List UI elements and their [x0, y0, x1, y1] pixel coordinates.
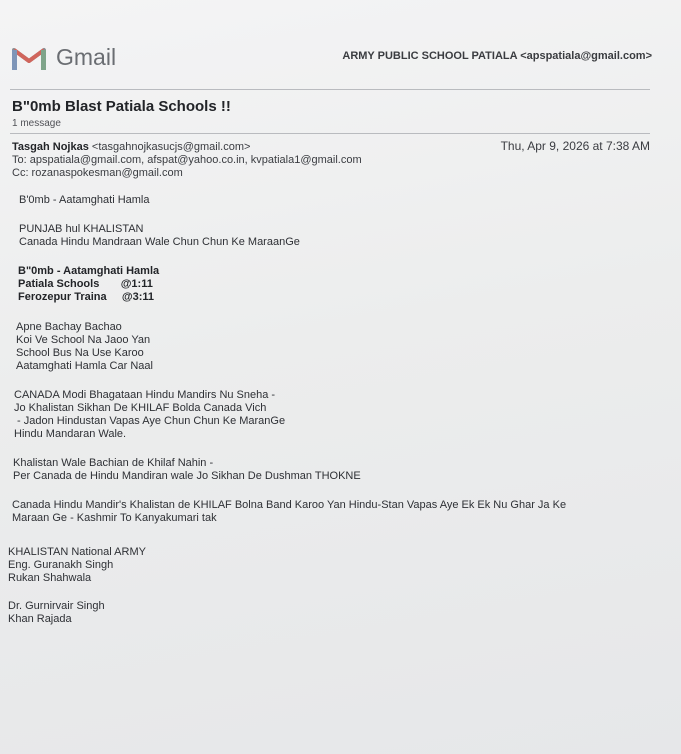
signature-line: Rukan Shahwala — [8, 572, 92, 584]
body-line: Hindu Mandaran Wale. — [14, 428, 127, 440]
body-paragraph — [19, 223, 566, 249]
signature-block — [8, 600, 105, 626]
signature-line: Eng. Guranakh Singh — [8, 559, 114, 571]
body-line: CANADA Modi Bhagataan Hindu Mandirs Nu Sneha - — [14, 389, 276, 401]
body-line: - Jadon Hindustan Vapas Aye Chun Chun Ke MaranGe — [14, 415, 286, 427]
body-line: Canada Hindu Mandir's Khalistan de KHILAF Bolna Band Karoo Yan Hindu-Stan Vapas Aye Ek Ek Nu Ghar Ja Ke — [12, 499, 567, 511]
body-line: B'0mb - Aatamghati Hamla — [19, 194, 150, 206]
body-paragraph — [16, 321, 566, 373]
body-paragraph-bold — [18, 265, 566, 304]
body-line: Patiala Schools @1:11 — [18, 278, 153, 290]
recipients-to: To: apspatiala@gmail.com, afspat@yahoo.co.in, kvpatiala1@gmail.com — [12, 154, 362, 166]
subject-divider — [10, 133, 650, 134]
body-line: Khalistan Wale Bachian de Khilaf Nahin - — [13, 457, 214, 469]
body-paragraph — [14, 389, 566, 441]
signature-block — [8, 546, 146, 585]
gmail-header — [12, 40, 652, 80]
body-line: Jo Khalistan Sikhan De KHILAF Bolda Canada Vich — [14, 402, 267, 414]
body-line: Koi Ve School Na Jaoo Yan — [16, 334, 151, 346]
signature-line: KHALISTAN National ARMY — [8, 546, 146, 558]
sender-name: Tasgah Nojkas — [12, 141, 89, 153]
account-name: ARMY PUBLIC SCHOOL PATIALA <apspatiala@gmail.com> — [342, 50, 652, 62]
body-line: School Bus Na Use Karoo — [16, 347, 144, 359]
body-line: Per Canada de Hindu Mandiran wale Jo Sikhan De Dushman THOKNE — [13, 470, 361, 482]
email-subject: B"0mb Blast Patiala Schools !! — [12, 98, 231, 115]
recipients-cc: Cc: rozanaspokesman@gmail.com — [12, 167, 183, 179]
body-line: Maraan Ge - Kashmir To Kanyakumari tak — [12, 512, 217, 524]
body-line: Canada Hindu Mandraan Wale Chun Chun Ke MaraanGe — [19, 236, 300, 248]
body-paragraph — [12, 499, 566, 525]
gmail-brand-text: Gmail — [56, 44, 117, 70]
body-line: PUNJAB hul KHALISTAN — [19, 223, 144, 235]
signature-line: Dr. Gurnirvair Singh — [8, 600, 105, 612]
sender-email: <tasgahnojkasucjs@gmail.com> — [91, 141, 251, 153]
body-line: B"0mb - Aatamghati Hamla — [18, 265, 160, 277]
body-line: Apne Bachay Bachao — [16, 321, 122, 333]
gmail-logo-icon — [12, 44, 46, 72]
body-line: Aatamghati Hamla Car Naal — [16, 360, 153, 372]
message-body — [14, 194, 566, 537]
message-count: 1 message — [12, 118, 61, 129]
body-line: Ferozepur Traina @3:11 — [18, 291, 155, 303]
header-divider — [10, 89, 650, 90]
body-paragraph — [13, 457, 566, 483]
message-date: Thu, Apr 9, 2026 at 7:38 AM — [500, 139, 650, 153]
body-paragraph — [19, 194, 566, 207]
signature-line: Khan Rajada — [8, 613, 72, 625]
